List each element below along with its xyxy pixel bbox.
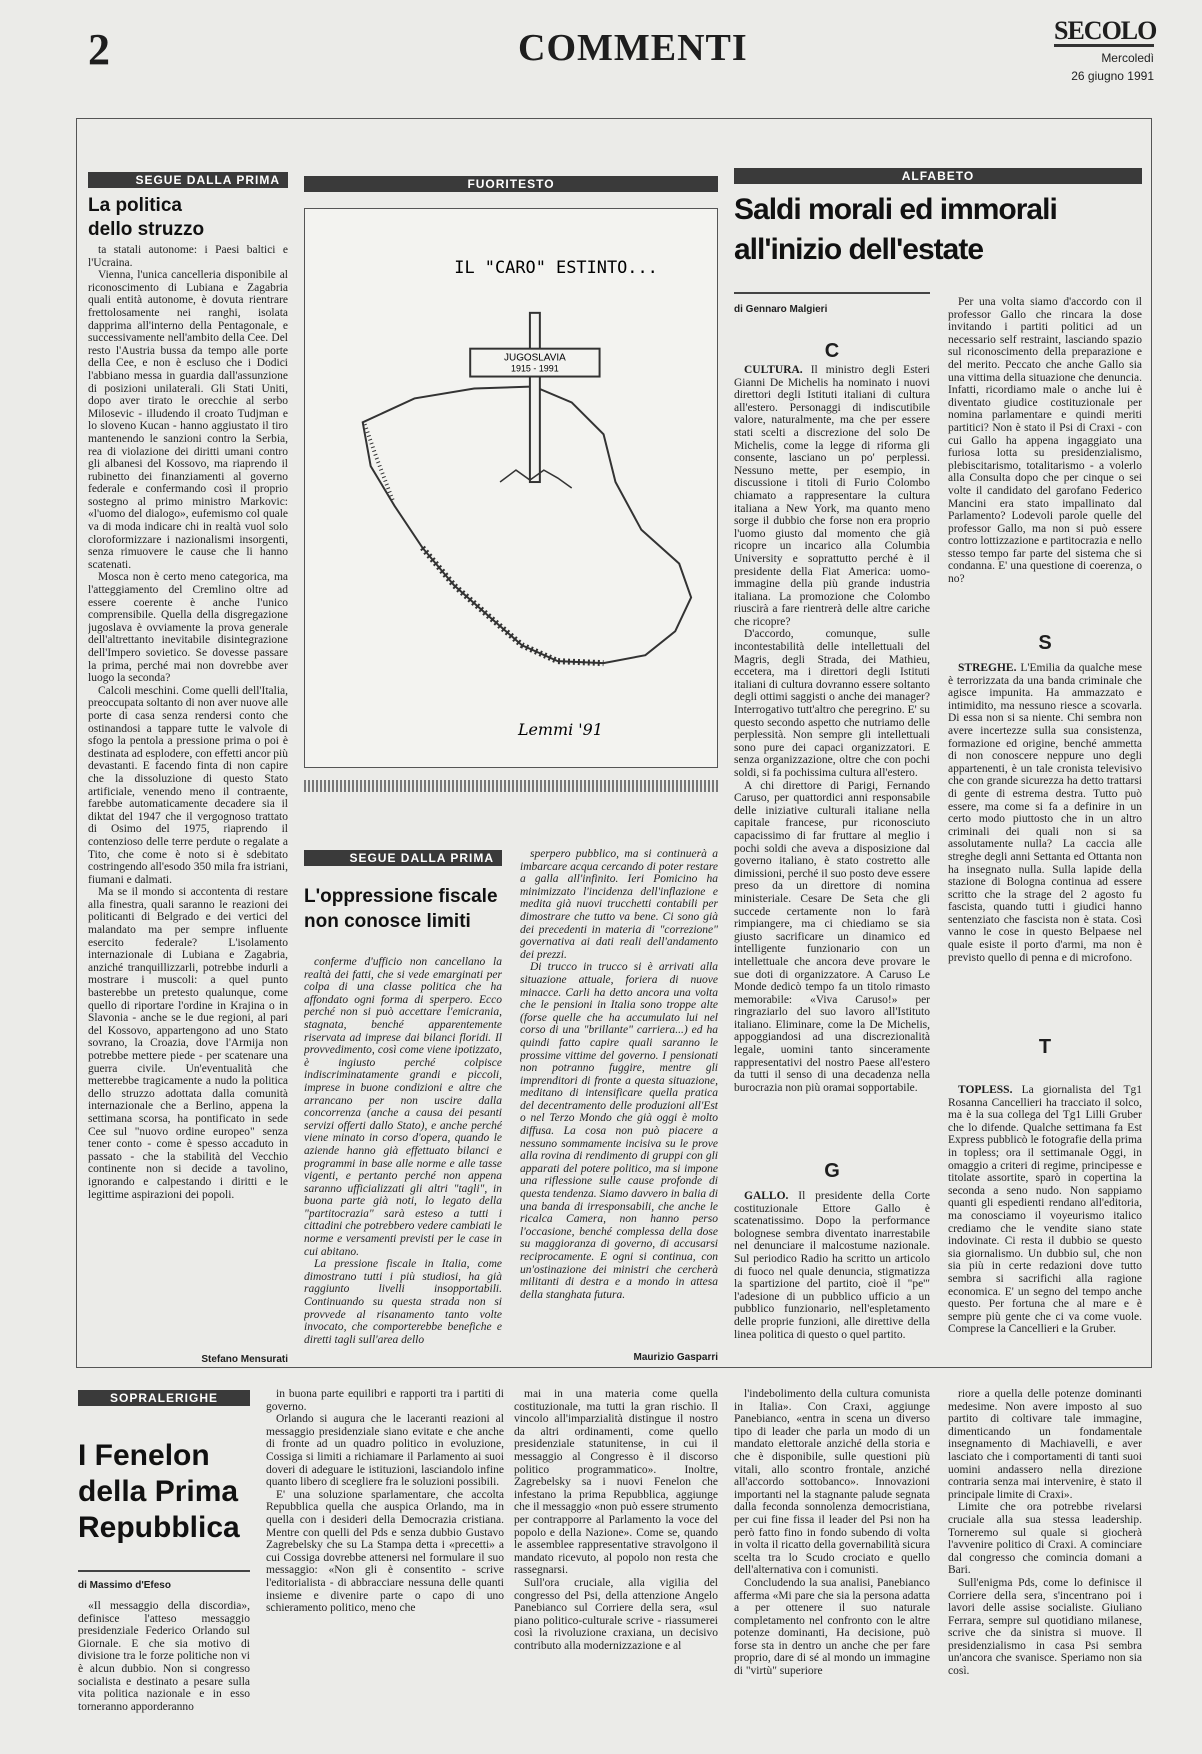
- bottom-paragraph: riore a quella delle potenze dominanti medesime. Non avere imposto al suo partito di coltivare tale immagine, dimenticando un fondamentale insegnamento di Machiavelli, e aver lasciato che i comportamenti di tanti suoi uomini andassero nella direzione contraria senza mai intervenire, è stato il principale limite di Craxi».: [948, 1388, 1142, 1501]
- col1-signature: Stefano Mensurati: [201, 1354, 288, 1365]
- alfabeto-col1-body: [734, 364, 930, 1264]
- bottom-col5-body: [948, 1388, 1142, 1748]
- coastline-hatching: [422, 548, 603, 663]
- col2-article-body: [304, 956, 502, 1356]
- bottom-section-label: SOPRALERIGHE: [78, 1390, 250, 1406]
- col2-headline-line1: L'oppressione fiscale: [304, 886, 498, 907]
- alfabeto-g-body: [734, 1190, 930, 1362]
- col1-paragraph: Calcoli meschini. Come quelli dell'Italia, preoccupata soltanto di non aver nuove alle porte di casa senza rendersi conto che ostinandosi a tappare tutte le valvole di sfogo la pentola a pressione prima o poi è destinata ad esplodere, con effetti ancor più devastanti. E facendo finta di non capire che la dissoluzione di questo Stato artificiale, venendo meno il contraente, farebbe automaticamente decadere sia il diktat del 1947 che il vergognoso trattato di Osimo del 1975, riaprendo il contenzioso delle terre perdute o regalate a Tito, che come è noto si è sdebitato costringendo all'esodo 350 mila fra istriani, fiumani e dalmati.: [88, 684, 288, 886]
- g-lead: GALLO.: [744, 1190, 789, 1202]
- bottom-paragraph: mai in una materia come quella costituzionale, ma tutti la gran rischio. Il vincolo all'imparzialità distingue il nostro da altri ordinamenti, come quello presidenziale statunitense, in cui il messaggio al Congresso è il discorso politico programmatico». Inoltre, Zagrebelsky sa i nuovi Fenelon che infestano la prima Repubblica, aggiunge che il messaggio «non può essere strumento per contrapporre al Parlamento la voce del popolo e della Nazione». Come se, quando le assemblee rappresentative stravolgono il mandato ricevuto, al popolo non resta che rassegnarsi.: [514, 1388, 718, 1577]
- section-title: COMMENTI: [518, 27, 748, 69]
- col1-headline: [88, 194, 204, 242]
- bottom-paragraph: l'indebolimento della cultura comunista in Italia». Con Craxi, aggiunge Panebianco, «entra in scena un diverso tipo di leader che parla un modo di un mandato elettorale anziché della storia e che è disponibile, sulle questioni più vitali, allo scontro frontale, anziché all'accordo sottobanco». Innovazioni importanti nel la stagnante palude segnata dalla feconda sonnolenza democristiana, per cui fine fissa il leader del Psi non ha però fatto fino in fondo subendo di volta in volta il ricatto della governabilità sicura scelta tra lo Scudo crociato e quello dell'alternativa con i comunisti.: [734, 1388, 930, 1577]
- col1-headline-line2: dello struzzo: [88, 219, 205, 240]
- bottom-headline-line2: della Prima: [78, 1475, 239, 1508]
- initial-s: S: [1038, 632, 1052, 654]
- initial-g: G: [734, 1160, 930, 1183]
- col2-paragraph: sperpero pubblico, ma si continuerà a imbarcare acqua cercando di poter restare a galla all'infinito. Ieri Pomicino ha minimizzato l'incidenza dell'inflazione e medita già nuovi trucchetti contabili per dimostrare che tutto va bene. Ci sono già dei precedenti in materia di "correzione" governativa ai dati reali dell'andamento dei prezzi.: [520, 848, 718, 961]
- alfabeto-headline-line1: Saldi morali ed immorali: [734, 193, 1057, 226]
- gallo-continuation: Per una volta siamo d'accordo con il professor Gallo che rincara la dose invitando i partiti politici ad un necessario self restraint, lasciando spazio sul riconoscimento della preparazione e del merito. Peccato che anche Gallo sia una vittima della situazione che denuncia. Infatti, ricordiamo male o anche lui è diventato giudice costituzionale per nomina parlamentare e quindi meriti partitici? Non è stato il Psi di Craxi - con cui Gallo ha appena ingaggiato una furiosa lotta su presidenzialismo, plebiscitarismo, totalitarismo - a volerlo alla Consulta dopo che per cinque o sei volte il candidato del garofano Federico Mancini era stato impallinato dal Parlamento? Lodevoli parole quelle del professor Gallo, ma non si può essere contro lottizzazione e partitocrazia e nello stesso tempo far parte del sistema che si condanna. E' una questione di coerenza, o no?: [948, 296, 1142, 586]
- c-text2: D'accordo, comunque, sulle incontestabilità delle intellettuali del Magris, degli Strada, dei Mathieu, eccetera, ma i direttori degli Istituti italiani di cultura dovranno essere soltanto degli ottimi saggisti o anche dei manager? Interrogativo tutt'altro che peregrino. E' su questo secondo aspetto che nutriamo delle perplessità. Non sempre gli intellettuali sono pure dei capaci organizzatori. E senza organizzazione, oltre che con pochi soldi, si fa pochissima cultura all'estero.: [734, 628, 930, 779]
- t-lead: TOPLESS.: [958, 1084, 1013, 1096]
- bottom-col3-body: [514, 1388, 718, 1748]
- col2-continuation-body: [520, 848, 718, 1336]
- col2-headline-line2: non conosce limiti: [304, 911, 471, 932]
- initial-t: T: [1038, 1036, 1052, 1058]
- col2-paragraph: La pressione fiscale in Italia, come dimostrano tutti i più studiosi, ha già raggiunto livelli insopportabili. Continuando su questa strada non si provvede al risanamento tanto volte invocato, che comporterebbe benefiche e diretti tagli sull'area dello: [304, 1258, 502, 1346]
- alfabeto-col2-body: [948, 296, 1142, 608]
- bottom-paragraph: E' una soluzione sparlamentare, che accolta Repubblica quella che auspica Orlando, ma in quella con i desideri della Democrazia cristiana. Mentre con quelli del Pds e senza dubbio Gustavo Zagrebelsky che su La Stampa detta i «precetti» a cui Cossiga dovrebbe attenersi nel formulare il suo messaggio: «Non gli è consentito - scrive l'editorialista - di abbracciare nessuna delle quanti insieme e divenire parte o capo di uno schieramento politico, meno che: [266, 1488, 504, 1615]
- col2-paragraph: conferme d'ufficio non cancellano la realtà dei fatti, che si vede emarginati per colpa di una classe politica che ha affondato ogni forma di sperpero. Ecco perché non si può accettare l'emicrania, stagnata, benché apparentemente riservata ad imprese dai bilanci floridi. Il provvedimento, così come viene ipotizzato, è ingiusto perché colpisce indiscriminatamente grandi e piccoli, imprese in buone condizioni e altre che arrancano per non uscire dalla concorrenza (anche a causa dei pesanti servizi offerti dallo Stato), e anche perché viene minato in corso d'opera, quando le aziende hanno già effettuato bilanci e programmi in base alle norme e alle tasse vigenti, e pertanto perché non appena saranno ufficializzati gli altri "tagli", in buona parte già noti, lo legato della "partitocrazia" sarà esteso a tutti i cittadini che potrebbero vedere cambiati le norme e versamenti previsti per le case in cui abitano.: [304, 956, 502, 1258]
- col2-signature: Maurizio Gasparri: [633, 1352, 718, 1363]
- col1-paragraph: Vienna, l'unica cancelleria disponibile al riconoscimento di Lubiana e Zagabria quali entità autonome, è dovuta rientrare frettolosamente nei ranghi, isolata dapprima all'interno della Pentagonale, e successivamente nell'ambito della Cee. Del resto l'Austria bussa da tempo alle porte della Cee, e non è escluso che i Dodici l'abbiano messa in guardia dall'assunzione di posizioni unilaterali. Gli Stati Uniti, dopo aver tirato le orecchie al serbo Milosevic - illudendo il croato Tudjman e lo sloveno Kucan - hanno aggiustato il tiro mantenendo le sanzioni contro la Serbia, rea di violazione dei diritti umani contro gli albanesi del Kossovo, ma riaprendo il rubinetto dei finanziamenti al governo federale e confermando così il proprio sostegno al primo ministro Markovic: «l'uomo del dialogo», eufemismo col quale va di moda indicare chi in realtà vuol solo cloroformizzare i nazionalismi insorgenti, senza rimuovere le cause che li hanno scatenati.: [88, 269, 288, 571]
- c-lead: CULTURA.: [744, 364, 803, 376]
- col2-headline: [304, 884, 514, 934]
- bottom-headline-line1: I Fenelon: [78, 1439, 210, 1472]
- decorative-hatch: [304, 780, 718, 792]
- alfabeto-t-body: [948, 1084, 1142, 1360]
- fuoritesto-label: FUORITESTO: [304, 176, 718, 192]
- cartoon-drawing: [305, 209, 717, 767]
- bottom-headline-line3: Repubblica: [78, 1511, 240, 1544]
- bottom-byline-rule: [78, 1570, 250, 1572]
- s-lead: STREGHE.: [958, 662, 1017, 674]
- c-text: Il ministro degli Esteri Gianni De Michelis ha nominato i nuovi direttori degli Istituti italiani di cultura all'estero. Personaggi di indiscutibile valore, naturalmente, ma che per essere stati scelti a discrezione del solo De Michelis, come la legge di riforma gli consente, lasciano un po' perplessi. Nessuno mette, per esempio, in discussione i titoli di Furio Colombo chiamato a rappresentare la cultura italiana a New York, ma quanto meno sorge il dubbio che forse non era proprio l'uomo giusto dal momento che già ricopre un incarico alla Columbia University e soprattutto perché è il presidente della Fiat America: uomo-immagine della più grande industria italiana. La promozione che Colombo riuscirà a fare rientrerà delle altre cariche che ricopre?: [734, 364, 930, 628]
- bottom-col1-body: [78, 1600, 250, 1740]
- bottom-paragraph: in buona parte equilibri e rapporti tra i partiti di governo.: [266, 1388, 504, 1413]
- col1-paragraph: Ma se il mondo si accontenta di restare alla finestra, quali saranno le reazioni dei politicanti di Belgrado e dei vertici del malandato ma per sempre influente esercito federale? L'isolamento internazionale di Lubiana e Zagabria, anziché tranquillizzarli, potrebbe indurli a mostrare i muscoli: a quel punto basterebbe un pretesto qualunque, come quello di riportare l'ordine in Krajina o in Slavonia - anche se le due regioni, al pari del Kossovo, appartengono ad uno Stato sovrano, la Croazia, dove l'Armija non potrebbe mettere piede - per scatenare una guerra civile. Un'eventualità che metterebbe tragicamente a nudo la politica dello struzzo adottata dalla comunità internazionale che a Berlino, appena la settimana scorsa, ha pontificato in sede Cee sul "nuovo ordine europeo" senza tener conto - come è spesso accaduto in passato - che la stabilità del Vecchio continente non si decide a tavolino, ignorando e calpestando i diritti e le legittime aspirazioni dei popoli.: [88, 886, 288, 1201]
- coastline-hatching-north: [365, 424, 393, 500]
- col1-headline-line1: La politica: [88, 195, 182, 216]
- bottom-paragraph: Concludendo la sua analisi, Panebianco afferma «Mi pare che sia la persona adatta a per ottenere il suo naturale completamento nel confronto con le altre potenze dominanti, Ha decisione, può forse sta in dentro un anche che per fare proprio, dare di sé al mondo un immagine di "virtù" superiore: [734, 1576, 930, 1678]
- col1-section-label: SEGUE DALLA PRIMA: [88, 172, 288, 188]
- yugoslavia-map-outline: [363, 386, 691, 663]
- bottom-paragraph: Sull'ora cruciale, alla vigilia del congresso del Psi, della attenzione Angelo Panebianco sul Corriere della sera, «sul piano politico-culturale scrive - riassumerei così la rivoluzione craxiana, un decisivo contributo alla modernizzazione e al: [514, 1576, 718, 1652]
- masthead: [1054, 16, 1157, 83]
- masthead-date: 26 giugno 1991: [1071, 69, 1154, 83]
- masthead-day: Mercoledì: [1101, 51, 1154, 65]
- bottom-paragraph: Orlando si augura che le laceranti reazioni al messaggio presidenziale siano evitate e che anche di fronte ad un quadro politico in evoluzione, Cossiga si limiti a richiamare il Parlamento ai suoi doveri di adeguare le istituzioni, lasciandolo infine quanto libero di scegliere fra le soluzioni possibili.: [266, 1413, 504, 1489]
- masthead-logo: SECOLO: [1054, 16, 1157, 45]
- alfabeto-headline: [734, 190, 1142, 270]
- cross-vertical: [530, 313, 540, 482]
- bottom-col2-body: [266, 1388, 504, 1748]
- s-text: L'Emilia da qualche mese è terrorizzata da una banda criminale che agisce impunita. Ha ammazzato e intimidito, ma nessuno riesce a scovarla. Di essa non si sa niente. Chi sembra non avere incertezze sulla sua consistenza, formazione ed origine, benché ammetta di non conoscere neppure uno degli appartenenti, è un tale cronista televisivo che con grande sicurezza ha detto trattarsi di gente di estrema destra. Tutto può essere, ma come si fa a definire in un certo modo piuttosto che in un altro criminali dei quali non si sa assolutamente nulla? La caccia alle streghe degli anni Settanta ed Ottanta non ha insegnato nulla. Sulla lapide della stazione di Bologna continua ad essere scritto che la strage del 2 agosto fu fascista, quando tutti i giudici hanno sentenziato che fascista non è stata. Così vanno le cose in questo Belpaese nel quale esiste il porto d'armi, ma non è previsto quello di penna e di microfono.: [948, 662, 1142, 964]
- bottom-paragraph: Sull'enigma Pds, come lo definisce il Corriere della sera, s'incentrano poi i lavori delle assise socialiste. Giuliano Ferrara, sempre sul quotidiano milanese, scrive che da sinistra si muove. Il presidenzialismo in casa Psi sembra un'ancora che svanisce. Speriamo non sia così.: [948, 1576, 1142, 1678]
- alfabeto-s-body: [948, 662, 1142, 1002]
- alfabeto-label: ALFABETO: [734, 168, 1142, 184]
- col1-article-body: [88, 244, 288, 1352]
- bottom-byline: di Massimo d'Efeso: [78, 1580, 171, 1591]
- cartoon-signature: Lemmi '91: [517, 719, 603, 739]
- col2-section-label: SEGUE DALLA PRIMA: [304, 850, 502, 866]
- col2-paragraph: Di trucco in trucco si è arrivati alla situazione attuale, foriera di nuove minacce. Carli ha detto ancora una volta che le pensioni in Italia sono troppe alte (forse quelle che ha accumulato lui nel corso di una "brillante" carriera...) ed ha quindi fatto capire quali saranno le prossime vittime del governo. I pensionati non potranno fuggire, mentre gli imprenditori di fronte a questa situazione, meditano di intensificare quella pratica del decentramento delle produzioni all'Est o nel Terzo Mondo che già oggi è molto diffusa. La cosa non può piacere a nessuno sommamente incisiva su le prove alla rovina di rendimento di gruppi con gli apparati del potere politico, ma si impone una riflessione sulle cause profonde di questa tendenza. Siamo davvero in balia di una banda di irresponsabili, che anche le ricalca Camera, non hanno perso l'occasione, benché complessa della dose su maggioranza di governo, di accusarsi reciprocamente. E ogni si continua, con un'ostinazione dei ministri che cercherà militanti di destra e a mondo in attesa della stanghata futura.: [520, 961, 718, 1301]
- bottom-col4-body: [734, 1388, 930, 1748]
- col1-paragraph: Mosca non è certo meno categorica, ma l'atteggiamento del Cremlino oltre ad essere coerente è anche l'unico comprensibile. Quella della disgregazione jugoslava è ovviamente la prova generale dell'altrettanto inevitabile disintegrazione dell'Impero sovietico. Se dovesse passare la prima, perché mai non dovrebbe aver luogo la seconda?: [88, 571, 288, 685]
- bottom-headline: [78, 1438, 258, 1546]
- alfabeto-headline-line2: all'inizio dell'estate: [734, 233, 984, 266]
- bottom-paragraph: «Il messaggio della discordia», definisce l'atteso messaggio presidenziale Federico Orlando sul Giornale. E che sia motivo di divisione tra le forze politiche non vi è alcun dubbio. Non si congresso socialista e destinato a pesare sulla vita politica nazionale e in esso torneranno apporderanno: [78, 1600, 250, 1713]
- cartoon: [304, 208, 718, 768]
- cartoon-caption: IL "CARO" ESTINTO...: [454, 257, 658, 278]
- bottom-paragraph: Limite che ora potrebbe rivelarsi cruciale alla sua stessa leadership. Torneremo sul quale si giocherà l'avvenire politico di Craxi. A cominciare dal congresso che comincia domani a Bari.: [948, 1501, 1142, 1577]
- cross-label: JUGOSLAVIA: [504, 352, 566, 364]
- alfabeto-byline: di Gennaro Malgieri: [734, 304, 828, 315]
- col1-paragraph: ta statali autonome: i Paesi baltici e l'Ucraina.: [88, 244, 288, 269]
- c-text3: A chi direttore di Parigi, Fernando Caruso, per quattordici anni responsabile delle iniziative culturali italiane nella capitale francese, pur riconosciuto capacissimo di far fruttare al meglio i pochi soldi che aveva a disposizione dal governo italiano, è stato costretto alle dimissioni, perché il suo posto deve essere preso da un direttore di nomina ministeriale. Cesare De Seta che gli succede certamente non lo farà rimpiangere, ma ci chiediamo se sia giusto sacrificare un dinamico ed intelligente funzionario con un intellettuale che ancora deve provare le sue doti di organizzatore. A Caruso Le Monde dedicò tempo fa un titolo rimasto memorabile: «Viva Caruso!» per ringraziarlo del suo lavoro all'Istituto italiano. Eliminare, come la De Michelis, appoggiandosi ad una discrezionalità legale, uomini tanto sinceramente rappresentativi del nostro Paese all'estero da tutti il senso di una decadenza nella burocrazia non più oramai sopportabile.: [734, 779, 930, 1094]
- initial-c: C: [824, 340, 840, 362]
- page-number: 2: [88, 25, 110, 74]
- cross-years: 1915 - 1991: [511, 363, 559, 374]
- byline-rule: [734, 292, 930, 294]
- g-text: Il presidente della Corte costituzionale Ettore Gallo è scatenatissimo. Dopo la performance bolognese sembra diventato inarrestabile nel denunciare il malcostume nazionale. Sul periodico Radio ha scritto un articolo di fuoco nel quale denuncia, stigmatizza la spartizione del partito, cioè il "pe'" l'adesione di un pubblico ufficio a un pubblico funzionario, nell'espletamento delle proprie funzioni, alle direttive della linea politica di questo o quel partito.: [734, 1190, 930, 1341]
- t-text: La giornalista del Tg1 Rosanna Cancellieri ha tracciato il solco, ma è la sua collega del Tg1 Lilli Gruber che lo difende. Qualche settimana fa Est Express pubblicò le fotografie della prima in topless; ora il settimanale Oggi, in omaggio a criteri di regime, principesse e titolate assortite, sparò in copertina la seconda a seno nudo. Non sappiamo quanti gli espedienti rendano all'editoria, ma conosciamo il voyeurismo italico crediamo che le vendite siano state indovinate. Ci resta il dubbio se questo sia giornalismo. Un dubbio sul, che non sia più in certe redazioni dove tutto sembra si sacrifichi alla ragione economica. E' un segno del tempo anche questo. Per fortuna che al mare e è sempre più gente che ci va come vuole. Comprese la Cancellieri e la Gruber.: [948, 1084, 1142, 1336]
